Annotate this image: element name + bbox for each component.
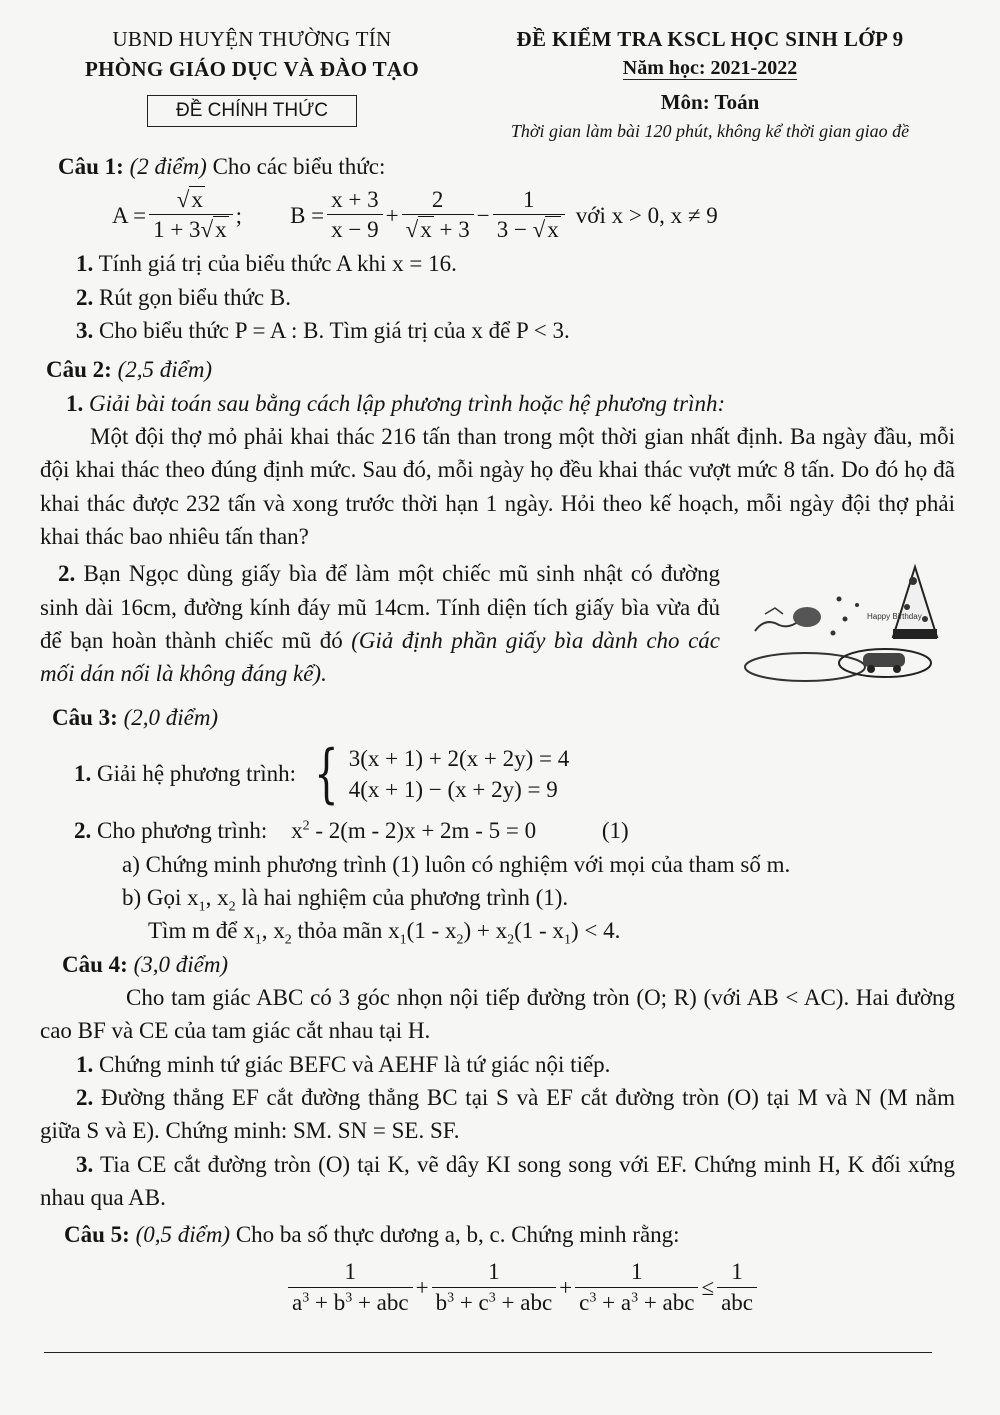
question-4-label: Câu 4: (62, 951, 128, 977)
school-year: Năm học: 2021-2022 (622, 57, 798, 80)
leq-sign: ≤ (701, 1274, 715, 1300)
system-equation-2: 4(x + 1) − (x + 2y) = 9 (348, 777, 558, 803)
question-1-points: (2 điểm) (129, 154, 207, 179)
question-5-inequality: $\frac{1}{a^3 + b^3 + abc}$ + $\frac{1}{b^3 + c^3 + abc}$ + $\frac{1}{c^3 + a^3 + abc}$ ≤ $\frac{1}{\text{abc}}$ (40, 1252, 955, 1324)
exam-header (40, 18, 955, 150)
time-note: Thời gian làm bài 120 phút, không kể thời gian giao đề (510, 120, 910, 141)
birthday-hat-illustration (735, 559, 945, 689)
formula-b-lhs: B = (290, 202, 325, 228)
question-2-label: Câu 2: (46, 357, 112, 383)
question-2 (40, 353, 955, 386)
exam-page (40, 18, 955, 1324)
header-right (460, 24, 960, 144)
question-5-points: (0,5 điểm) (135, 1222, 231, 1248)
question-4-part-1: 1. Chứng minh tứ giác BEFC và AEHF là tứ giác nội tiếp. (76, 1051, 611, 1077)
inequality-rhs: $\frac{1}{\text{abc}}$ (717, 1258, 757, 1318)
question-1-label: Câu 1: (58, 154, 124, 179)
question-5-label: Câu 5: (64, 1222, 130, 1248)
plus-sign: + (385, 202, 399, 228)
header-left (52, 24, 452, 127)
question-3-part-1: 1. Giải hệ phương trình: { 3(x + 1) + 2(x + 2y) = 4 4(x + 1) − (x + 2y) = 9 (74, 737, 570, 812)
inequality-term-2: $\frac{1}{b^3 + c^3 + abc}$ (432, 1258, 557, 1318)
question-2-points: (2,5 điểm) (117, 357, 213, 383)
hat-label: Happy Birthday (867, 612, 922, 622)
quadratic-equation: $x^2 - 2(m - 2)x + 2m - 5 = 0$ (291, 818, 537, 844)
minus-sign: − (476, 202, 490, 228)
question-3 (40, 701, 955, 734)
gift-shape (793, 607, 821, 627)
system-equation-1: 3(x + 1) + 2(x + 2y) = 4 (348, 746, 570, 772)
question-2-part-1-text: Một đội thợ mỏ phải khai thác 216 tấn than trong một thời gian nhất định. Ba ngày đầu, mỗi đội khai thác theo đúng định mức. Sau đó, mỗi ngày họ đều khai thác vượt mức 8 tấn. Do đó họ đã khai thác được 232 tấn và xong trước thời hạn 1 ngày. Hỏi theo kế hoạch, mỗi ngày đội thợ phải khai thác bao nhiêu tấn than? (40, 424, 955, 550)
formula-condition: với x > 0, x ≠ 9 (575, 202, 718, 228)
question-4 (40, 948, 955, 981)
formula-a-lhs: A = (112, 202, 147, 228)
subject: Môn: Toán (660, 90, 760, 115)
question-3-part-2b-condition: Tìm m để $x_1$, $x_2$ thỏa mãn $x_1(1 - x_2) + x_2(1 - x_1) < 4$. (148, 918, 621, 948)
question-3-label: Câu 3: (52, 704, 118, 730)
inequality-term-1: $\frac{1}{a^3 + b^3 + abc}$ (288, 1258, 413, 1318)
question-1-formulas (40, 183, 955, 247)
party-hat-cone (893, 567, 937, 637)
district-committee: UBND HUYỆN THƯỜNG TÍN (112, 27, 392, 51)
formula-a-num: x (191, 186, 203, 212)
end-divider (44, 1352, 932, 1353)
formula-a-den-pre: 1 + 3 (153, 217, 201, 243)
official-exam-box: ĐỀ CHÍNH THỨC (147, 95, 357, 127)
question-2-part-1-title: 1. Giải bài toán sau bằng cách lập phương trình hoặc hệ phương trình: (66, 390, 726, 416)
question-3-part-2: 2. Cho phương trình: $x^2 - 2(m - 2)x + 2m - 5 = 0$ (1) (74, 818, 629, 844)
formula-separator: ; (235, 202, 243, 228)
question-1-intro: Cho các biểu thức: (212, 154, 386, 179)
question-5 (40, 1218, 955, 1251)
inequality-term-3: $\frac{1}{c^3 + a^3 + abc}$ (575, 1258, 698, 1318)
question-1 (40, 150, 955, 183)
hat-brim (745, 653, 865, 681)
formula-a-fraction: $\frac{√x}{1 + 3√x}$ (149, 186, 233, 246)
formula-a-den-rad: x (215, 217, 227, 243)
formula-b-fraction-3: $\frac{1}{3 - √x}$ (493, 186, 565, 246)
question-1-part-2: 2. Rút gọn biểu thức B. (76, 284, 291, 310)
question-4-points: (3,0 điểm) (133, 951, 229, 977)
question-3-part-2b: b) Gọi $x_1$, $x_2$ là hai nghiệm của phương trình (1). (122, 884, 569, 915)
equation-tag: (1) (601, 818, 629, 844)
question-4-intro: Cho tam giác ABC có 3 góc nhọn nội tiếp đường tròn (O; R) (với AB < AC). Hai đường cao BF và CE của tam giác cắt nhau tại H. (40, 984, 955, 1044)
question-4-part-2: 2. Đường thẳng EF cắt đường thẳng BC tại S và EF cắt đường tròn (O) tại M và N (M nằm giữa S và E). Chứng minh: SM. SN = SE. SF. (40, 1084, 956, 1144)
question-2-part-2: 2. Bạn Ngọc dùng giấy bìa để làm một chiếc mũ sinh nhật có đường sinh dài 16cm, đường kính đáy mũ 14cm. Tính diện tích giấy bìa vừa đủ để bạn hoàn thành chiếc mũ đó (Giả định phần giấy bìa dành cho các mối dán nối là không đáng kể). Happy Birthday (40, 557, 955, 690)
question-1-part-3: 3. Cho biểu thức P = A : B. Tìm giá trị của x để P < 3. (76, 318, 570, 344)
question-4-part-3: 3. Tia CE cắt đường tròn (O) tại K, vẽ dây KI song song với EF. Chứng minh H, K đối xứng nhau qua AB. (40, 1151, 955, 1210)
education-department: PHÒNG GIÁO DỤC VÀ ĐÀO TẠO (85, 57, 419, 82)
exam-title: ĐỀ KIỂM TRA KSCL HỌC SINH LỚP 9 (516, 27, 904, 51)
question-3-points: (2,0 điểm) (123, 704, 219, 730)
formula-b-fraction-2: $\frac{2}{√x + 3}$ (402, 186, 474, 246)
question-5-intro: Cho ba số thực dương a, b, c. Chứng minh rằng: (235, 1222, 680, 1248)
toy-car (863, 653, 905, 667)
question-1-part-1: 1. Tính giá trị của biểu thức A khi x = 16. (76, 251, 457, 277)
streamer (755, 621, 799, 631)
formula-b-fraction-1: $\frac{x + 3}{x - 9}$ (327, 186, 382, 246)
system-brace: { (314, 737, 339, 812)
question-3-part-2a: a) Chứng minh phương trình (1) luôn có nghiệm với mọi của tham số m. (122, 851, 791, 877)
